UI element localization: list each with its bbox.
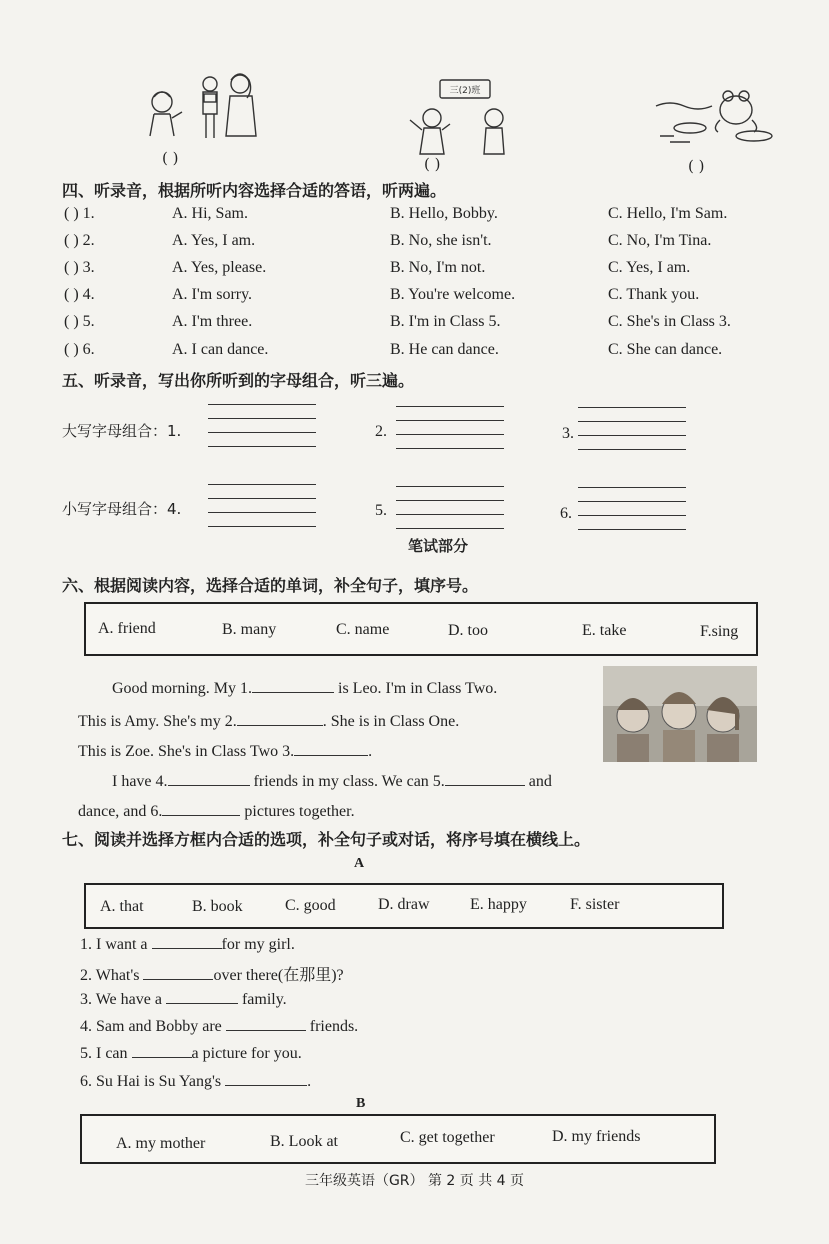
frog-pond-illustration — [650, 80, 780, 148]
word-bank-box — [84, 602, 758, 656]
question-number[interactable]: ( ) 5. — [64, 313, 95, 330]
option-a-item: E. happy — [470, 896, 527, 913]
sentence-4: 4. Sam and Bobby are friends. — [80, 1018, 359, 1035]
sentence-6: 6. Su Hai is Su Yang's . — [80, 1073, 312, 1090]
three-kids-photo — [603, 666, 757, 762]
question-number[interactable]: ( ) 3. — [64, 259, 95, 276]
option-box-a — [84, 883, 724, 929]
uppercase-label: 大写字母组合：1. — [62, 422, 182, 440]
word-option: F.sing — [700, 623, 739, 640]
option-a-item: A. that — [100, 898, 144, 915]
blank-3[interactable] — [294, 741, 368, 756]
page-footer: 三年级英语（GR） 第 2 页 共 4 页 — [304, 1173, 525, 1189]
sentence-3: 3. We have a family. — [80, 991, 287, 1008]
blank-a6[interactable] — [225, 1071, 307, 1086]
question-number[interactable]: ( ) 2. — [64, 232, 95, 249]
blank-a2[interactable] — [143, 965, 213, 980]
answer-paren-1[interactable]: ( ) — [162, 149, 179, 167]
passage-line-1: Good morning. My 1. is Leo. I'm in Class Two. — [112, 680, 498, 697]
item-3-number: 3. — [562, 425, 574, 442]
option-a-item: B. book — [192, 898, 243, 915]
passage-line-3: This is Zoe. She's in Class Two 3. . — [78, 743, 373, 760]
passage-line-5: dance, and 6. pictures together. — [78, 803, 355, 820]
option-a-item: C. good — [285, 897, 336, 914]
option-a: A. Hi, Sam. — [172, 205, 248, 222]
answer-paren-2[interactable]: ( ) — [424, 155, 441, 173]
listening-question-row — [64, 313, 784, 337]
written-part-heading: 笔试部分 — [408, 537, 469, 555]
option-b: B. You're welcome. — [390, 286, 516, 303]
option-a: A. I'm three. — [172, 313, 253, 330]
passage-line-2: This is Amy. She's my 2. . She is in Class One. — [78, 713, 460, 730]
word-option: A. friend — [98, 620, 156, 637]
option-a: A. Yes, I am. — [172, 232, 256, 249]
blank-1[interactable] — [252, 678, 334, 693]
kids-greeting-illustration — [140, 70, 270, 142]
option-c: C. She can dance. — [608, 341, 723, 358]
option-b: B. No, she isn't. — [390, 232, 492, 249]
sentence-2: 2. What's over there(在那里)? — [80, 967, 344, 984]
listening-question-row — [64, 341, 784, 365]
option-c: C. No, I'm Tina. — [608, 232, 712, 249]
option-c: C. Yes, I am. — [608, 259, 691, 276]
word-option: C. name — [336, 621, 390, 638]
item-5-number: 5. — [375, 502, 387, 519]
option-b: B. I'm in Class 5. — [390, 313, 501, 330]
option-b: B. No, I'm not. — [390, 259, 486, 276]
lowercase-label: 小写字母组合：4. — [62, 500, 182, 518]
listening-question-row — [64, 259, 784, 283]
option-a: A. I'm sorry. — [172, 286, 253, 303]
blank-a3[interactable] — [166, 989, 238, 1004]
item-6-number: 6. — [560, 505, 572, 522]
option-a: A. I can dance. — [172, 341, 269, 358]
item-2-number: 2. — [375, 423, 387, 440]
option-b-item: C. get together — [400, 1129, 495, 1146]
blank-4[interactable] — [168, 771, 250, 786]
listening-question-row — [64, 286, 784, 310]
option-c: C. Hello, I'm Sam. — [608, 205, 728, 222]
blank-a5[interactable] — [132, 1043, 192, 1058]
listening-question-row — [64, 232, 784, 256]
answer-paren-3[interactable]: ( ) — [688, 157, 705, 175]
passage-line-4: I have 4. friends in my class. We can 5. and — [112, 773, 552, 790]
part-b-label: B — [356, 1096, 366, 1111]
question-number[interactable]: ( ) 4. — [64, 286, 95, 303]
option-c: C. She's in Class 3. — [608, 313, 731, 330]
sentence-1: 1. I want a for my girl. — [80, 936, 295, 953]
word-option: D. too — [448, 622, 488, 639]
option-b: B. He can dance. — [390, 341, 499, 358]
option-b-item: A. my mother — [116, 1135, 206, 1152]
blank-5[interactable] — [445, 771, 525, 786]
blank-a1[interactable] — [152, 934, 222, 949]
option-a-item: D. draw — [378, 896, 430, 913]
blank-2[interactable] — [237, 711, 323, 726]
blank-a4[interactable] — [226, 1016, 306, 1031]
question-number[interactable]: ( ) 6. — [64, 341, 95, 358]
option-b: B. Hello, Bobby. — [390, 205, 498, 222]
sentence-5: 5. I can a picture for you. — [80, 1045, 302, 1062]
option-a-item: F. sister — [570, 896, 620, 913]
option-b-item: D. my friends — [552, 1128, 641, 1145]
part-a-label: A — [354, 856, 365, 871]
option-c: C. Thank you. — [608, 286, 700, 303]
word-option: B. many — [222, 621, 277, 638]
word-option: E. take — [582, 622, 627, 639]
blank-6[interactable] — [162, 801, 240, 816]
section-6-title: 六、根据阅读内容，选择合适的单词，补全句子，填序号。 — [62, 576, 479, 595]
section-5-title: 五、听录音，写出你所听到的字母组合，听三遍。 — [62, 371, 415, 390]
classroom-sign-illustration — [398, 78, 528, 158]
question-number[interactable]: ( ) 1. — [64, 205, 95, 222]
option-b-item: B. Look at — [270, 1133, 338, 1150]
option-box-b — [80, 1114, 716, 1164]
option-a: A. Yes, please. — [172, 259, 267, 276]
section-7-title: 七、阅读并选择方框内合适的选项，补全句子或对话，将序号填在横线上。 — [62, 830, 591, 849]
class-sign-text: 三(2)班 — [449, 86, 481, 96]
section-4-title: 四、听录音，根据所听内容选择合适的答语，听两遍。 — [62, 181, 447, 200]
listening-question-row — [64, 205, 784, 229]
